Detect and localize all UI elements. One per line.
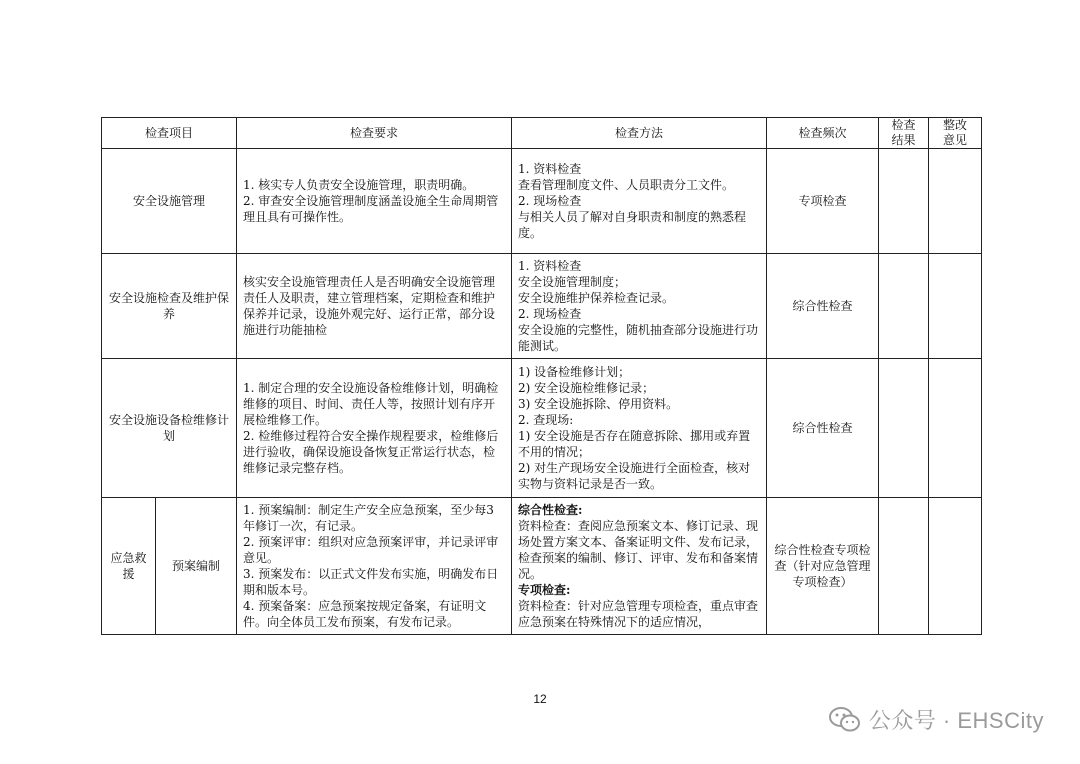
row2-frequency: 综合性检查 (767, 254, 879, 359)
row2-method-line: 安全设施管理制度； (518, 275, 627, 289)
row4-requirement-line: 1. 预案编制：制定生产安全应急预案，至少每3年修订一次，有记录。 (243, 503, 494, 533)
row2-method-line: 1. 资料检查 (518, 259, 582, 273)
row1-requirement-line: 1. 核实专人负责安全设施管理，职责明确。 (243, 178, 475, 192)
header-result-line2: 结果 (891, 133, 916, 147)
table-row (102, 149, 982, 254)
watermark-text: 公众号 · EHSCity (868, 708, 1044, 733)
row2-method-line: 2. 现场检查 (518, 307, 582, 321)
table-row (102, 498, 982, 635)
row1-requirement (237, 149, 512, 254)
row2-requirement (237, 254, 512, 359)
header-frequency: 检查频次 (767, 118, 879, 149)
row4-requirement-line: 3. 预案发布：以正式文件发布实施，明确发布日期和版本号。 (243, 567, 499, 597)
header-rectify-line2: 意见 (943, 133, 968, 147)
row4-requirement-line: 2. 预案评审：组织对应急预案评审，并记录评审意见。 (243, 535, 499, 565)
row4-method-title-special: 专项检查: (518, 583, 571, 597)
row3-requirement-line: 2. 检维修过程符合安全操作规程要求，检维修后进行验收，确保设施设备恢复正常运行状态，检维修记录完整存档。 (243, 429, 499, 475)
table-row (102, 254, 982, 359)
row1-item: 安全设施管理 (102, 149, 237, 254)
row3-method-line: 2) 安全设施检维修记录； (518, 381, 655, 395)
header-requirement: 检查要求 (237, 118, 512, 149)
row2-method-line: 安全设施的完整性，随机抽查部分设施进行功能测试。 (518, 323, 759, 353)
row4-requirement (237, 498, 512, 635)
row3-rectify-cell (929, 359, 982, 498)
row3-requirement-line: 1. 制定合理的安全设施设备检维修计划，明确检维修的项目、时间、责任人等，按照计划有序开展检维修工作。 (243, 381, 499, 427)
row2-requirement-line: 核实安全设施管理责任人是否明确安全设施管理责任人及职责，建立管理档案，定期检查和维护保养并记录，设施外观完好、运行正常，部分设施进行功能抽检 (243, 275, 496, 337)
row3-requirement (237, 359, 512, 498)
row2-item: 安全设施检查及维护保养 (102, 254, 237, 359)
header-result-line1: 检查 (891, 118, 916, 132)
row4-result-cell (879, 498, 929, 635)
row4-requirement-line: 4. 预案备案：应急预案按规定备案，有证明文件。向全体员工发布预案，有发布记录。 (243, 599, 487, 629)
table-header-row (102, 118, 982, 149)
row4-method-text-special: 资料检查：针对应急管理专项检查，重点审查应急预案在特殊情况下的适应情况， (518, 599, 759, 629)
header-item: 检查项目 (102, 118, 237, 149)
row3-method (512, 359, 767, 498)
header-rectify (929, 118, 982, 149)
header-rectify-line1: 整改 (943, 118, 968, 132)
row1-method (512, 149, 767, 254)
header-method: 检查方法 (512, 118, 767, 149)
row3-method-line: 2. 查现场: (518, 413, 574, 427)
row1-method-line: 查看管理制度文件、人员职责分工文件。 (518, 178, 735, 192)
row3-method-line: 1) 安全设施是否存在随意拆除、挪用或弃置不用的情况； (518, 429, 751, 459)
row3-method-line: 1) 设备检维修计划； (518, 365, 631, 379)
table-row (102, 359, 982, 498)
row1-method-line: 与相关人员了解对自身职责和制度的熟悉程度。 (518, 210, 747, 240)
row4-frequency: 综合性检查专项检查（针对应急管理专项检查） (767, 498, 879, 635)
row3-frequency: 综合性检查 (767, 359, 879, 498)
row3-result-cell (879, 359, 929, 498)
row1-requirement-line: 2. 审查安全设施管理制度涵盖设施全生命周期管理且具有可操作性。 (243, 194, 499, 224)
row4-method (512, 498, 767, 635)
page-number: 12 (533, 692, 547, 706)
row4-group: 应急救援 (102, 498, 156, 635)
header-result (879, 118, 929, 149)
row2-method-line: 安全设施维护保养检查记录。 (518, 291, 675, 305)
row1-method-line: 2. 现场检查 (518, 194, 582, 208)
row4-item: 预案编制 (156, 498, 237, 635)
row3-method-line: 3) 安全设施拆除、停用资料。 (518, 397, 679, 411)
row2-method (512, 254, 767, 359)
wechat-icon (829, 706, 861, 734)
row1-result-cell (879, 149, 929, 254)
row1-frequency: 专项检查 (767, 149, 879, 254)
row4-method-title-comprehensive: 综合性检查: (518, 503, 583, 517)
row2-result-cell (879, 254, 929, 359)
inspection-table (101, 117, 982, 635)
row3-item: 安全设施设备检维修计划 (102, 359, 237, 498)
row1-rectify-cell (929, 149, 982, 254)
row4-rectify-cell (929, 498, 982, 635)
watermark (829, 704, 1044, 735)
row1-method-line: 1. 资料检查 (518, 162, 582, 176)
row2-rectify-cell (929, 254, 982, 359)
row3-method-line: 2) 对生产现场安全设施进行全面检查，核对实物与资料记录是否一致。 (518, 461, 751, 491)
row4-method-text-comprehensive: 资料检查：查阅应急预案文本、修订记录、现场处置方案文本、备案证明文件、发布记录，检查预案的编制、修订、评审、发布和备案情况。 (518, 519, 759, 581)
